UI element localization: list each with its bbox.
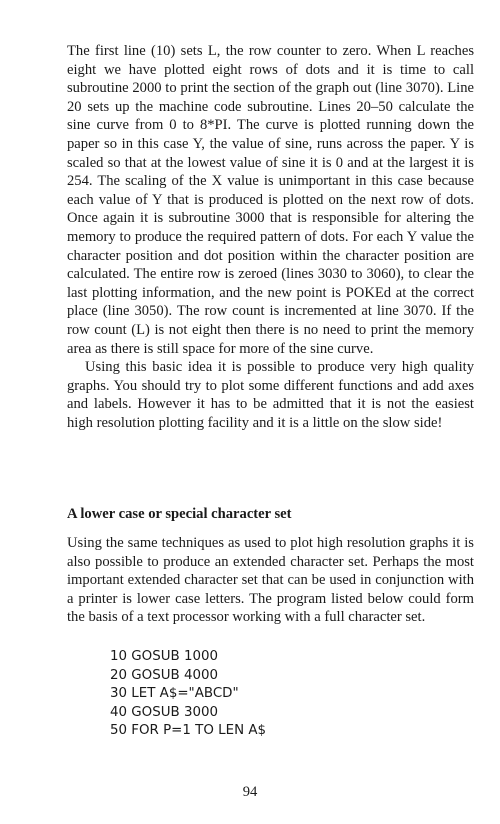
page-number: 94 xyxy=(242,784,258,800)
paragraph-high-quality-graphs: Using this basic idea it is possible to produce very high quality graphs. You should try to plot some different functions and add axes and labels. However it has to be admitted that it is not the easiest high resolution plotting facility and it is a little on the slow side! xyxy=(67,359,474,431)
code-line: 10 GOSUB 1000 xyxy=(110,649,219,664)
paragraph-extended-character-set: Using the same techniques as used to plot high resolution graphs it is also possible to produce an extended character set. Perhaps the most important extended character set that can be used in conjunction with a printer is lower case letters. The program listed below could form the basis of a text processor working with a full character set. xyxy=(67,535,474,626)
code-line: 20 GOSUB 4000 xyxy=(110,667,219,683)
paragraph-sine-explanation: The first line (10) sets L, the row counter to zero. When L reaches eight we have plotted eight rows of dots and it is time to call subroutine 2000 to print the section of the graph out (line 3070). Line 20 sets up the machine code subroutine. Lines 20–50 calculate the sine curve from 0 to 8*PI. The curve is plotted running down the paper so in this case Y, the value of sine, runs across the paper. Y is scaled so that at the lowest value of sine it is 0 and at the largest it is 254. The scaling of the X value is unimportant in this case because each value of Y that is produced is plotted on the next row of dots. Once again it is subroutine 3000 that is responsible for altering the memory to produce the required pattern of dots. For each Y value the character position and dot position within the character position are calculated. The entire row is zeroed (lines 3030 to 3060), to clear the last plotting information, and the new point is POKEd at the correct place (line 3050). The row count is incremented at line 3070. If the row count (L) is not eight then there is no need to print the memory area as there is still space for more of the sine curve. xyxy=(67,43,474,357)
code-line: 30 LET A$="ABCD" xyxy=(110,686,239,702)
code-line: 50 FOR P=1 TO LEN A$ xyxy=(110,723,267,739)
code-line: 40 GOSUB 3000 xyxy=(110,704,219,720)
section-heading: A lower case or special character set xyxy=(67,506,292,522)
program-listing xyxy=(110,648,266,741)
